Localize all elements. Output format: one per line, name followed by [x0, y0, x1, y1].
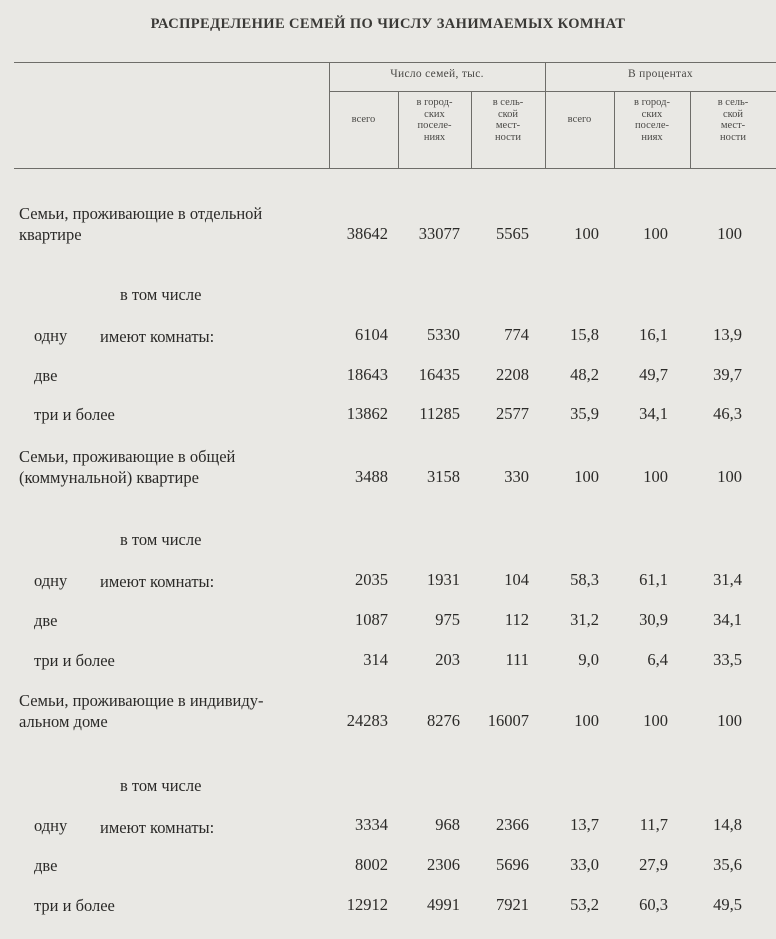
row-label: три и более — [34, 651, 115, 670]
cell: 100 — [717, 467, 742, 486]
subhead — [100, 263, 214, 347]
cell: 30,9 — [639, 610, 668, 629]
section-label: Семьи, проживающие в индивиду- альном доме — [19, 691, 264, 731]
row-label: одну — [34, 326, 68, 345]
cell: 5696 — [496, 855, 529, 874]
cell: 100 — [717, 711, 742, 730]
header-group-families: Число семей, тыс. — [390, 68, 484, 80]
cell: 27,9 — [639, 855, 668, 874]
cell: 60,3 — [639, 895, 668, 914]
cell: 35,6 — [713, 855, 742, 874]
cell: 34,1 — [713, 610, 742, 629]
header-group-percent: В процентах — [628, 68, 693, 80]
cell: 31,4 — [713, 570, 742, 589]
cell: 13,7 — [570, 815, 599, 834]
cell: 16435 — [418, 365, 460, 384]
cell: 2366 — [496, 815, 529, 834]
cell: 3158 — [427, 467, 460, 486]
page-title: РАСПРЕДЕЛЕНИЕ СЕМЕЙ ПО ЧИСЛУ ЗАНИМАЕМЫХ КОМНАТ — [150, 16, 626, 32]
header-col-rural: в сель- ской мест- ности — [492, 97, 524, 143]
subhead-line: в том числе — [120, 776, 202, 795]
cell: 13,9 — [713, 325, 742, 344]
cell: 33,0 — [570, 855, 599, 874]
header-col-urban-pct: в город- ских поселе- ниях — [634, 97, 670, 143]
cell: 49,7 — [639, 365, 668, 384]
cell: 31,2 — [570, 610, 599, 629]
subhead — [100, 754, 214, 838]
cell: 8002 — [355, 855, 388, 874]
cell: 2208 — [496, 365, 529, 384]
cell: 13862 — [346, 404, 388, 423]
cell: 33077 — [418, 224, 460, 243]
cell: 100 — [643, 467, 668, 486]
cell: 100 — [574, 467, 599, 486]
cell: 7921 — [496, 895, 529, 914]
row-label: три и более — [34, 896, 115, 915]
subhead-line: в том числе — [120, 530, 202, 549]
section-label: Семьи, проживающие в отдельной квартире — [19, 204, 263, 244]
section-label: Семьи, проживающие в общей (коммунальной) квартире — [19, 447, 236, 487]
cell: 35,9 — [570, 404, 599, 423]
subhead-line: имеют комнаты: — [100, 572, 215, 591]
cell: 53,2 — [570, 895, 599, 914]
cell: 1931 — [427, 570, 460, 589]
header-col-urban: в город- ских поселе- ниях — [416, 97, 453, 143]
cell: 112 — [504, 610, 529, 629]
row-label: одну — [34, 816, 68, 835]
cell: 34,1 — [639, 404, 668, 423]
header-col-total: всего — [351, 114, 376, 125]
cell: 100 — [643, 224, 668, 243]
cell: 2035 — [355, 570, 388, 589]
cell: 5565 — [496, 224, 529, 243]
cell: 46,3 — [713, 404, 742, 423]
cell: 16007 — [487, 711, 529, 730]
cell: 100 — [717, 224, 742, 243]
table-top-rule — [14, 62, 776, 63]
cell: 100 — [574, 711, 599, 730]
cell: 39,7 — [713, 365, 742, 384]
row-label: две — [34, 366, 58, 385]
cell: 2306 — [427, 855, 460, 874]
cell: 774 — [504, 325, 529, 344]
row-label: три и более — [34, 405, 115, 424]
cell: 1087 — [355, 610, 388, 629]
cell: 61,1 — [639, 570, 668, 589]
cell: 968 — [435, 815, 460, 834]
row-label: две — [34, 611, 58, 630]
cell: 16,1 — [639, 325, 668, 344]
cell: 49,5 — [713, 895, 742, 914]
cell: 6,4 — [647, 650, 668, 669]
subhead — [100, 508, 214, 592]
cell: 38642 — [346, 224, 388, 243]
cell: 4991 — [427, 895, 460, 914]
cell: 11285 — [419, 404, 460, 423]
cell: 6104 — [355, 325, 388, 344]
row-label: две — [34, 856, 58, 875]
cell: 14,8 — [713, 815, 742, 834]
row-label: одну — [34, 571, 68, 590]
header-col-rural-pct: в сель- ской мест- ности — [717, 97, 749, 143]
cell: 24283 — [346, 711, 388, 730]
cell: 9,0 — [578, 650, 599, 669]
subhead-line: в том числе — [120, 285, 202, 304]
cell: 48,2 — [570, 365, 599, 384]
header-group-rule — [329, 91, 776, 92]
cell: 18643 — [346, 365, 388, 384]
subhead-line: имеют комнаты: — [100, 818, 215, 837]
cell: 975 — [435, 610, 460, 629]
header-bottom-rule — [14, 168, 776, 169]
cell: 203 — [435, 650, 460, 669]
cell: 11,7 — [639, 815, 668, 834]
cell: 33,5 — [713, 650, 742, 669]
cell: 8276 — [427, 711, 460, 730]
cell: 314 — [363, 650, 388, 669]
cell: 5330 — [427, 325, 460, 344]
cell: 104 — [504, 570, 529, 589]
cell: 330 — [504, 467, 529, 486]
cell: 12912 — [346, 895, 388, 914]
cell: 3334 — [355, 815, 388, 834]
cell: 2577 — [496, 404, 529, 423]
cell: 58,3 — [570, 570, 599, 589]
cell: 100 — [643, 711, 668, 730]
cell: 15,8 — [570, 325, 599, 344]
subhead-line: имеют комнаты: — [100, 327, 215, 346]
cell: 3488 — [355, 467, 388, 486]
header-col-total-pct: всего — [567, 114, 592, 125]
cell: 100 — [574, 224, 599, 243]
cell: 111 — [505, 650, 529, 669]
